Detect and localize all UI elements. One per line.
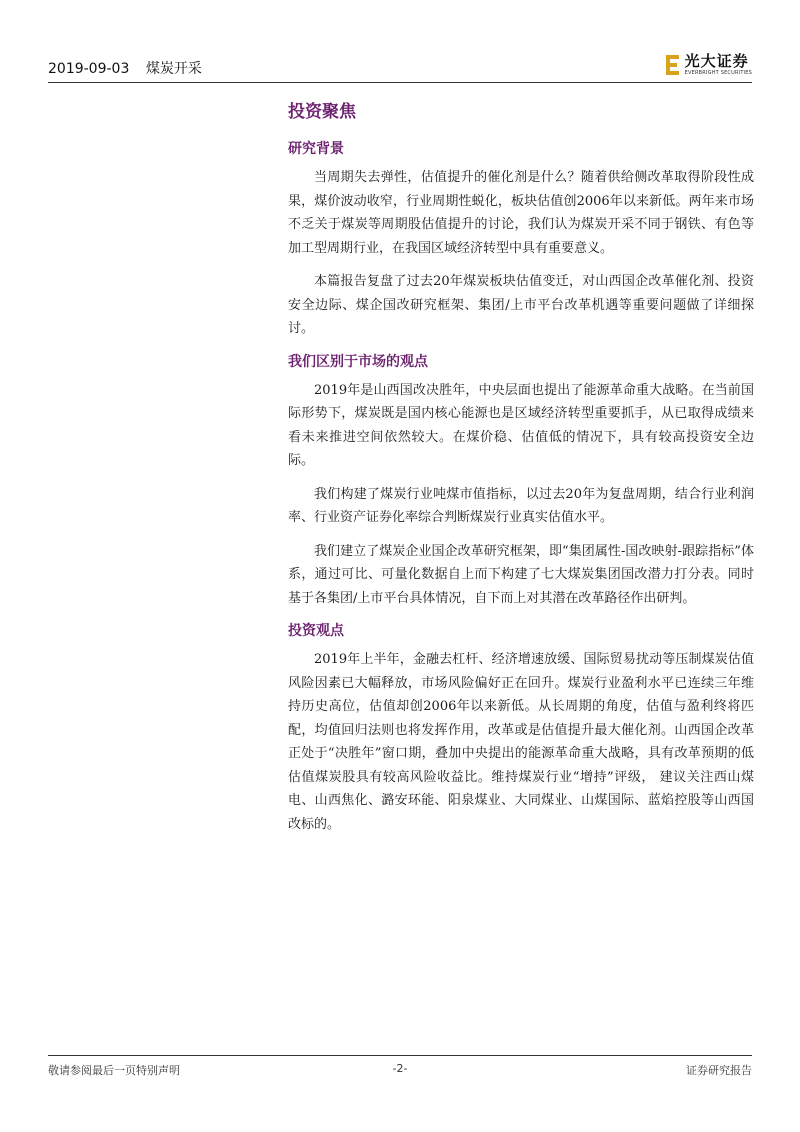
paragraph: 本篇报告复盘了过去20年煤炭板块估值变迁，对山西国企改革催化剂、投资安全边际、煤企国改研究框架、集团/上市平台改革机遇等重要问题做了详细探讨。 [288, 274, 754, 336]
logo-en: EVERBRIGHT SECURITIES [684, 70, 752, 76]
footer-report-type: 证券研究报告 [686, 1064, 752, 1077]
section-title-research-background: 研究背景 [288, 141, 344, 157]
logo-mark-icon [665, 54, 681, 76]
paragraph: 我们建立了煤炭企业国企改革研究框架，即“集团属性-国改映射-跟踪指标”体系，通过可比、可量化数据自上而下构建了七大煤炭集团国改潜力打分表。同时基于各集团/上市平台具体情况，自下而上对其潜在改革路径作出研判。 [288, 543, 754, 606]
logo-text [685, 54, 752, 76]
company-logo [665, 54, 752, 76]
page-header [48, 52, 752, 83]
main-content [288, 97, 754, 846]
footer-divider [48, 1055, 752, 1056]
page-number: -2- [392, 1062, 408, 1075]
page-title: 投资聚焦 [288, 102, 356, 122]
report-date: 2019-09-03 [48, 61, 130, 77]
paragraph: 2019年上半年，金融去杠杆、经济增速放缓、国际贸易扰动等压制煤炭估值风险因素已大幅释放，市场风险偏好正在回升。煤炭行业盈利水平已连续三年维持历史高位，估值却创2006年以来新低。从长周期的角度，估值与盈利终将匹配，均值回归法则也将发挥作用，改革或是估值提升最大催化剂。山西国企改革正处于“决胜年”窗口期，叠加中央提出的能源革命重大战略，具有改革预期的低估值煤炭股具有较高风险收益比。维持煤炭行业“增持”评级， 建议关注西山煤电、山西焦化、潞安环能、阳泉煤业、大同煤业、山煤国际、蓝焰控股等山西国改标的。 [288, 652, 754, 832]
section-title-different-views: 我们区别于市场的观点 [288, 353, 428, 370]
footer-disclaimer: 敬请参阅最后一页特别声明 [48, 1064, 180, 1077]
logo-cn: 光大证券 [684, 52, 749, 70]
paragraph: 当周期失去弹性，估值提升的催化剂是什么？随着供给侧改革取得阶段性成果，煤价波动收窄，行业周期性蜕化，板块估值创2006年以来新低。两年来市场不乏关于煤炭等周期股估值提升的讨论，我们认为煤炭开采不同于钢铁、有色等加工型周期行业，在我国区域经济转型中具有重要意义。 [288, 170, 754, 256]
section-title-investment-view: 投资观点 [288, 623, 344, 639]
industry-name: 煤炭开采 [145, 61, 202, 77]
paragraph: 我们构建了煤炭行业吨煤市值指标，以过去20年为复盘周期，结合行业利润率、行业资产证券化率综合判断煤炭行业真实估值水平。 [288, 486, 754, 525]
paragraph: 2019年是山西国改决胜年，中央层面也提出了能源革命重大战略。在当前国际形势下，煤炭既是国内核心能源也是区域经济转型重要抓手，从已取得成绩来看未来推进空间依然较大。在煤价稳、估值低的情况下，具有较高投资安全边际。 [288, 382, 754, 468]
header-left [48, 58, 214, 78]
